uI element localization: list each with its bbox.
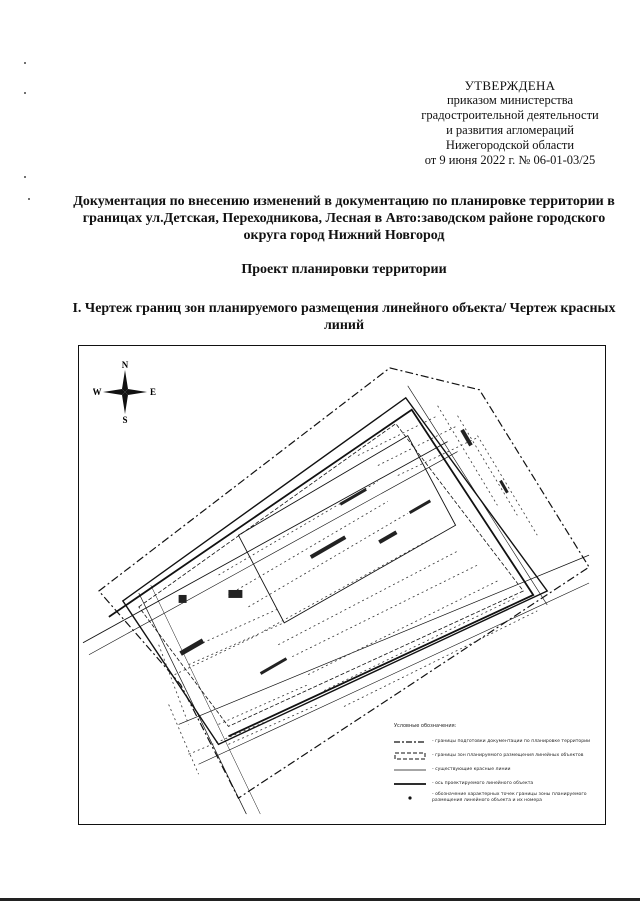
legend-text: - ось проектируемого линейного объекта bbox=[432, 781, 534, 786]
map-legend bbox=[394, 723, 600, 805]
dash-dot-line-icon bbox=[394, 739, 426, 745]
legend-text: - границы зон планируемого размещения линейных объектов bbox=[432, 753, 584, 758]
scan-speck bbox=[24, 92, 26, 94]
dashed-box-icon bbox=[394, 752, 426, 760]
legend-item bbox=[394, 777, 600, 791]
road-line bbox=[151, 585, 261, 814]
compass-w: W bbox=[93, 387, 102, 397]
legend-title: Условные обозначения: bbox=[394, 723, 457, 729]
compass-rose-icon bbox=[93, 360, 157, 424]
map-detail-blocks bbox=[179, 429, 509, 675]
document-subtitle: Проект планировки территории bbox=[241, 262, 447, 277]
scan-speck bbox=[28, 198, 30, 200]
road-line bbox=[408, 386, 547, 605]
section-title: I. Чертеж границ зон планируемого размещения линейного объекта/ Чертеж красных линий bbox=[72, 301, 616, 333]
point-marker-icon bbox=[394, 794, 426, 802]
approval-line: и развития агломераций bbox=[446, 123, 574, 137]
compass-s: S bbox=[122, 415, 128, 424]
road-line bbox=[89, 452, 458, 655]
legend-item bbox=[394, 763, 600, 777]
document-title: Документация по внесению изменений в документацию по планировке территории в границах ул.Детская, Переходникова, Лесная в Авто:заводском районе городского округа город Нижний Новгород bbox=[73, 194, 615, 243]
scan-speck bbox=[24, 62, 26, 64]
approval-line: от 9 июня 2022 г. № 06-01-03/25 bbox=[424, 153, 596, 167]
block-outline bbox=[238, 436, 455, 623]
approval-head: УТВЕРЖДЕНА bbox=[464, 78, 556, 93]
legend-text: - обозначение характерных точек границы зоны планируемого размещения линейного объекта и их номера bbox=[432, 792, 587, 803]
approval-stamp bbox=[392, 78, 628, 168]
legend-item bbox=[394, 749, 600, 763]
scan-speck bbox=[24, 176, 26, 178]
legend-text: - существующие красные линии bbox=[432, 767, 511, 772]
approval-line: Нижегородской области bbox=[445, 138, 575, 152]
thin-line-icon bbox=[394, 767, 426, 773]
zone-boundary bbox=[123, 398, 547, 745]
planning-map bbox=[78, 345, 606, 825]
approval-line: градостроительной деятельности bbox=[421, 108, 599, 122]
compass-n: N bbox=[121, 360, 129, 370]
legend-item bbox=[394, 791, 600, 805]
thick-line-icon bbox=[394, 781, 426, 787]
approval-line: приказом министерства bbox=[446, 93, 574, 107]
compass-e: E bbox=[149, 387, 157, 397]
road-line bbox=[83, 442, 448, 643]
road-line bbox=[179, 555, 589, 724]
legend-text: - границы подготовки документации по планировке территории bbox=[432, 739, 591, 744]
legend-item bbox=[394, 735, 600, 749]
map-detail-texture bbox=[159, 406, 538, 774]
scan-edge-line bbox=[0, 898, 640, 901]
